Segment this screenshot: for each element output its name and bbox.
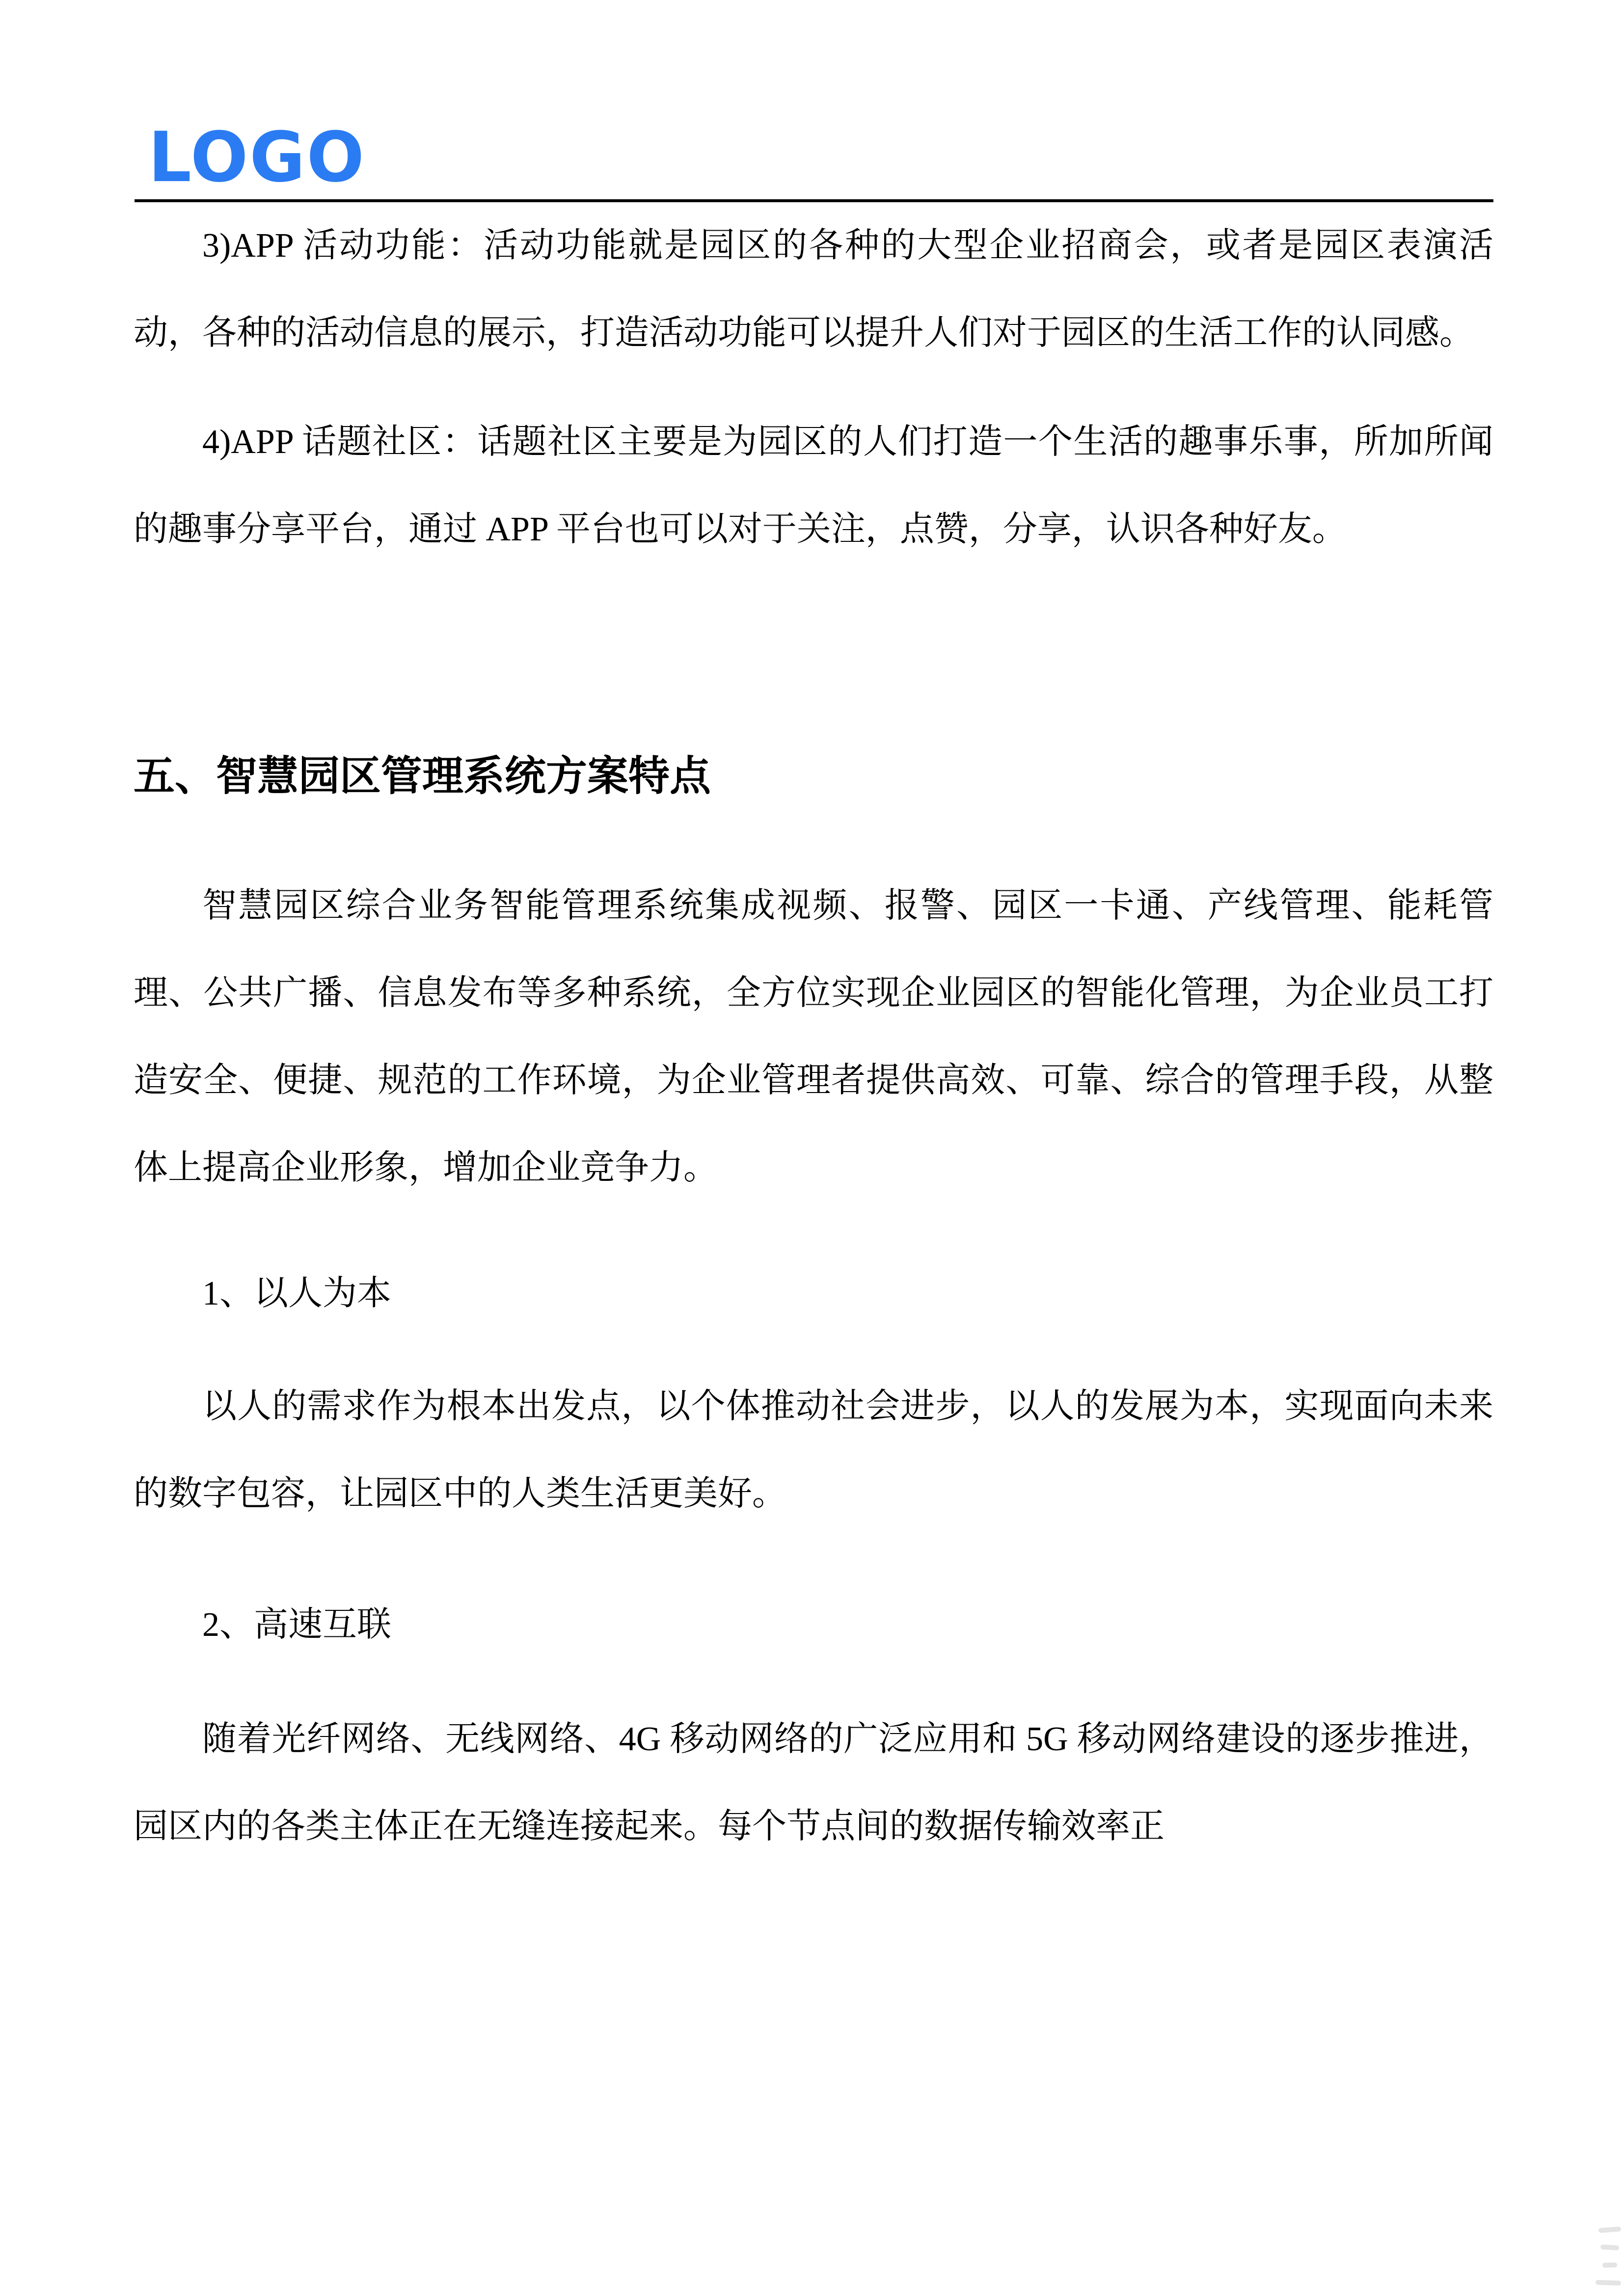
paragraph-people-oriented-detail: 以人的需求作为根本出发点，以个体推动社会进步，以人的发展为本，实现面向未来的数字包容，让园区中的人类生活更美好。 <box>134 1388 1493 1513</box>
page-header <box>0 0 1624 198</box>
paragraph-app-activity-feature: 3)APP 活动功能：活动功能就是园区的各种的大型企业招商会，或者是园区表演活动，各种的活动信息的展示，打造活动功能可以提升人们对于园区的生活工作的认同感。 <box>134 227 1493 352</box>
faint-watermark-marks <box>1594 2227 1622 2296</box>
paragraph-system-overview: 智慧园区综合业务智能管理系统集成视频、报警、园区一卡通、产线管理、能耗管理、公共广播、信息发布等多种系统，全方位实现企业园区的智能化管理，为企业员工打造安全、便捷、规范的工作环境，为企业管理者提供高效、可靠、综合的管理手段，从整体上提高企业形象，增加企业竞争力。 <box>134 887 1493 1187</box>
document-body <box>134 202 1493 1870</box>
paragraph-high-speed-interconnect-detail: 随着光纤网络、无线网络、4G 移动网络的广泛应用和 5G 移动网络建设的逐步推进，园区内的各类主体正在无缝连接起来。每个节点间的数据传输效率正 <box>134 1720 1493 1845</box>
subheading-people-oriented: 1、以人为本 <box>202 1275 391 1312</box>
section-heading: 五、智慧园区管理系统方案特点 <box>134 754 711 800</box>
company-logo: LOGO <box>148 117 366 198</box>
paragraph-app-topic-community: 4)APP 话题社区：话题社区主要是为园区的人们打造一个生活的趣事乐事，所加所闻的趣事分享平台，通过 APP 平台也可以对于关注，点赞，分享，认识各种好友。 <box>134 423 1493 548</box>
subheading-high-speed-interconnect: 2、高速互联 <box>202 1606 391 1644</box>
